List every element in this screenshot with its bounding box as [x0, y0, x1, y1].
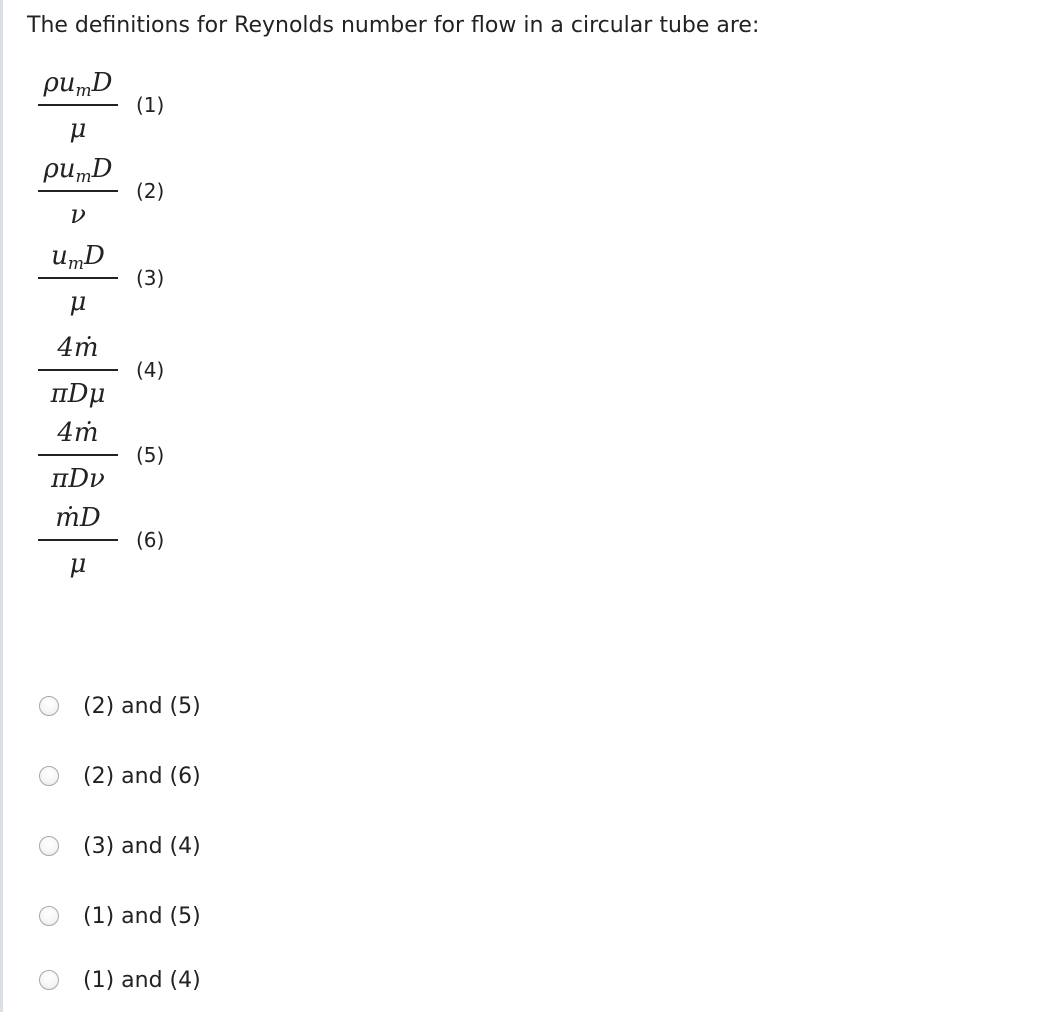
equation-number: (1) — [136, 93, 165, 117]
answer-option-3[interactable] — [36, 831, 356, 863]
numerator: 4ṁ — [57, 333, 99, 363]
fraction — [36, 331, 120, 417]
denominator: πDν — [51, 464, 105, 494]
answer-option-2[interactable] — [36, 761, 356, 793]
equation-number: (3) — [136, 266, 165, 290]
option-label[interactable]: (1) and (4) — [83, 968, 201, 993]
equation-6 — [36, 501, 196, 587]
answer-option-1[interactable] — [36, 691, 356, 723]
fraction-bar — [38, 539, 118, 541]
left-border — [0, 0, 3, 1012]
equation-number: (4) — [136, 358, 165, 382]
equation-4 — [36, 331, 196, 417]
numerator: 4ṁ — [57, 418, 99, 448]
equation-3 — [36, 239, 196, 325]
fraction — [36, 66, 120, 152]
denominator: μ — [69, 114, 87, 144]
answer-option-4[interactable] — [36, 901, 356, 933]
option-label[interactable]: (2) and (5) — [83, 694, 201, 719]
numerator: $u_mD$ — [51, 241, 105, 274]
question-text: The definitions for Reynolds number for flow in a circular tube are: — [27, 13, 760, 38]
option-label[interactable]: (2) and (6) — [83, 764, 201, 789]
fraction — [36, 501, 120, 587]
equation-number: (5) — [136, 443, 165, 467]
denominator: πDμ — [50, 379, 106, 409]
equation-number: (2) — [136, 179, 165, 203]
equation-5 — [36, 416, 196, 502]
fraction-bar — [38, 369, 118, 371]
fraction-bar — [38, 277, 118, 279]
radio-button[interactable] — [39, 970, 59, 990]
equation-1 — [36, 66, 196, 152]
denominator: ν — [70, 200, 86, 230]
denominator: μ — [69, 549, 87, 579]
fraction-bar — [38, 190, 118, 192]
radio-button[interactable] — [39, 766, 59, 786]
option-label[interactable]: (1) and (5) — [83, 904, 201, 929]
answer-option-5[interactable] — [36, 965, 356, 997]
equation-number: (6) — [136, 528, 165, 552]
equation-2 — [36, 152, 196, 238]
fraction-bar — [38, 104, 118, 106]
fraction — [36, 239, 120, 325]
numerator: $\rho u_mD$ — [43, 154, 113, 187]
denominator: μ — [69, 287, 87, 317]
fraction — [36, 152, 120, 238]
option-label[interactable]: (3) and (4) — [83, 834, 201, 859]
numerator: ṁD — [55, 503, 101, 533]
radio-button[interactable] — [39, 906, 59, 926]
radio-button[interactable] — [39, 696, 59, 716]
numerator: $\rho u_mD$ — [43, 68, 113, 101]
fraction — [36, 416, 120, 502]
radio-button[interactable] — [39, 836, 59, 856]
fraction-bar — [38, 454, 118, 456]
